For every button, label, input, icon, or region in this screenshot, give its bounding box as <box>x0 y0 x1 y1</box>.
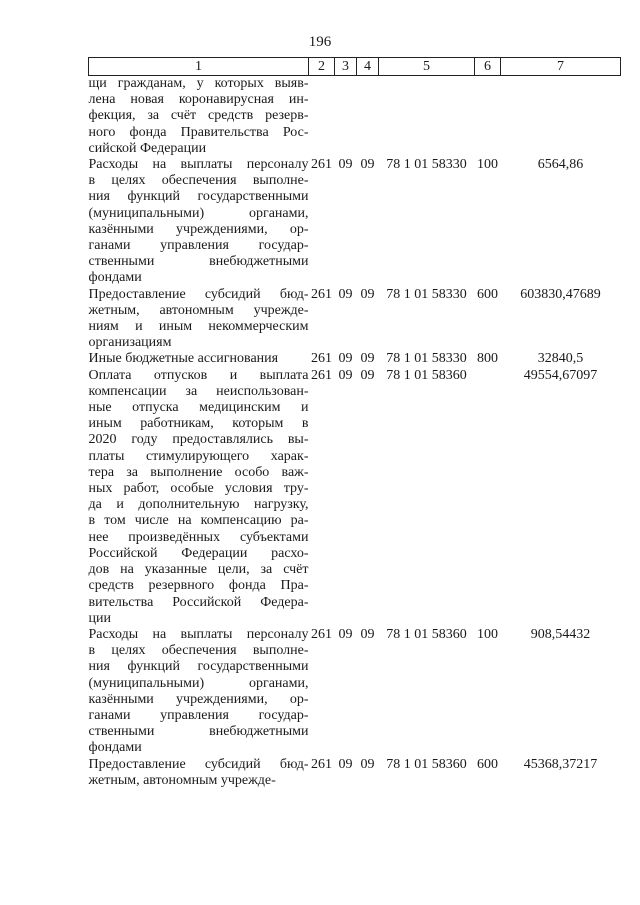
ministry-code <box>309 76 335 158</box>
table-row <box>89 627 621 757</box>
description-line: жетным, автономным учрежде- <box>88 772 276 788</box>
description-line: ные отпуска медицинским и <box>88 400 309 416</box>
expense-type-code: 600 <box>477 286 498 302</box>
description-line: казёнными учреждениями, ор- <box>88 221 309 237</box>
expense-description <box>89 368 309 627</box>
section-code: 09 <box>338 286 353 302</box>
target-article-code: 78 1 01 58360 <box>386 756 467 772</box>
description-line: фондами <box>88 270 142 286</box>
expense-description <box>89 287 309 352</box>
subsection-code: 09 <box>360 351 375 367</box>
description-line: Предоставление субсидий бюд- <box>88 286 309 302</box>
section-code <box>335 76 357 158</box>
table-row <box>89 76 621 158</box>
description-line: иным работникам, которым в <box>88 416 309 432</box>
description-line: фондами <box>88 740 142 756</box>
table-row <box>89 157 621 287</box>
subsection-code: 09 <box>360 756 375 772</box>
description-line: Расходы на выплаты персоналу <box>88 157 309 173</box>
expense-type-code: 600 <box>477 756 498 772</box>
description-line: ственными внебюджетными <box>88 254 309 270</box>
description-line: (муниципальными) органами, <box>88 675 309 691</box>
column-header: 3 <box>335 58 357 76</box>
amount: 6564,86 <box>537 157 584 173</box>
description-line: ниям и иным некоммерческим <box>88 319 309 335</box>
target-article-code: 78 1 01 58330 <box>386 351 467 367</box>
subsection-code: 09 <box>360 367 375 383</box>
description-line: ния функций государственными <box>88 659 309 675</box>
amount: 603830,47689 <box>520 286 601 302</box>
description-line: казёнными учреждениями, ор- <box>88 691 309 707</box>
table-row <box>89 287 621 352</box>
expense-type-code <box>475 368 501 627</box>
target-article-code: 78 1 01 58360 <box>386 367 467 383</box>
ministry-code: 261 <box>311 286 332 302</box>
ministry-code: 261 <box>311 756 332 772</box>
description-line: ции <box>88 610 111 626</box>
expense-type-code: 800 <box>477 351 498 367</box>
description-line: лена новая коронавирусная ин- <box>88 92 309 108</box>
ministry-code: 261 <box>311 367 332 383</box>
description-line: дов на указанные цели, за счёт <box>88 562 309 578</box>
ministry-code: 261 <box>311 351 332 367</box>
description-line: в целях обеспечения выполне- <box>88 173 309 189</box>
expense-description <box>89 157 309 287</box>
amount: 49554,67097 <box>523 367 598 383</box>
subsection-code: 09 <box>360 286 375 302</box>
description-line: фекция, за счёт средств резерв- <box>88 108 309 124</box>
expense-description <box>89 76 309 158</box>
description-line: жетным, автономным учрежде- <box>88 302 309 318</box>
column-header: 7 <box>501 58 621 76</box>
section-code: 09 <box>338 351 353 367</box>
target-article-code <box>379 76 475 158</box>
page-number: 196 <box>308 34 332 50</box>
description-line: платы стимулирующего харак- <box>88 448 309 464</box>
ministry-code: 261 <box>311 626 332 642</box>
description-line: в целях обеспечения выполне- <box>88 643 309 659</box>
subsection-code: 09 <box>360 626 375 642</box>
description-line: организациям <box>88 335 172 351</box>
amount: 32840,5 <box>537 351 584 367</box>
description-line: Предоставление субсидий бюд- <box>88 756 309 772</box>
table-row <box>89 368 621 627</box>
description-line: вительства Российской Федера- <box>88 594 309 610</box>
description-line: компенсации за неиспользован- <box>88 383 309 399</box>
amount <box>501 76 621 158</box>
description-line: 2020 году предоставлялись вы- <box>88 432 309 448</box>
expense-description <box>89 757 309 789</box>
target-article-code: 78 1 01 58330 <box>386 157 467 173</box>
description-line: (муниципальными) органами, <box>88 205 309 221</box>
section-code: 09 <box>338 367 353 383</box>
column-header: 2 <box>309 58 335 76</box>
target-article-code: 78 1 01 58330 <box>386 286 467 302</box>
description-line: ственными внебюджетными <box>88 724 309 740</box>
description-line: тера за выполнение особо важ- <box>88 464 309 480</box>
ministry-code: 261 <box>311 157 332 173</box>
expense-description <box>89 627 309 757</box>
column-header: 6 <box>475 58 501 76</box>
description-line: сийской Федерации <box>88 140 207 156</box>
table-row <box>89 351 621 367</box>
subsection-code: 09 <box>360 157 375 173</box>
description-line: ного фонда Правительства Рос- <box>88 124 309 140</box>
expense-description <box>89 351 309 367</box>
section-code: 09 <box>338 157 353 173</box>
expense-type-code: 100 <box>477 157 498 173</box>
description-line: ния функций государственными <box>88 189 309 205</box>
expense-type-code <box>475 76 501 158</box>
description-line: Оплата отпусков и выплата <box>88 367 309 383</box>
section-code: 09 <box>338 756 353 772</box>
description-line: нее произведённых субъектами <box>88 529 309 545</box>
target-article-code: 78 1 01 58360 <box>386 626 467 642</box>
description-line: Российской Федерации расхо- <box>88 545 309 561</box>
subsection-code <box>357 76 379 158</box>
description-line: да и дополнительную нагрузку, <box>88 497 309 513</box>
column-header: 4 <box>357 58 379 76</box>
column-header: 1 <box>89 58 309 76</box>
column-header: 5 <box>379 58 475 76</box>
expense-type-code: 100 <box>477 626 498 642</box>
section-code: 09 <box>338 626 353 642</box>
table-row <box>89 757 621 789</box>
amount: 45368,37217 <box>523 756 598 772</box>
description-line: щи гражданам, у которых выяв- <box>88 76 309 91</box>
budget-table <box>88 57 621 789</box>
amount: 908,54432 <box>530 626 591 642</box>
description-line: ганами управления государ- <box>88 238 309 254</box>
description-line: Иные бюджетные ассигнования <box>88 351 279 367</box>
description-line: в том числе на компенсацию ра- <box>88 513 309 529</box>
table-header-row <box>89 58 621 76</box>
description-line: средств резервного фонда Пра- <box>88 578 309 594</box>
description-line: ганами управления государ- <box>88 707 309 723</box>
description-line: ных работ, особые условия тру- <box>88 481 309 497</box>
description-line: Расходы на выплаты персоналу <box>88 626 309 642</box>
